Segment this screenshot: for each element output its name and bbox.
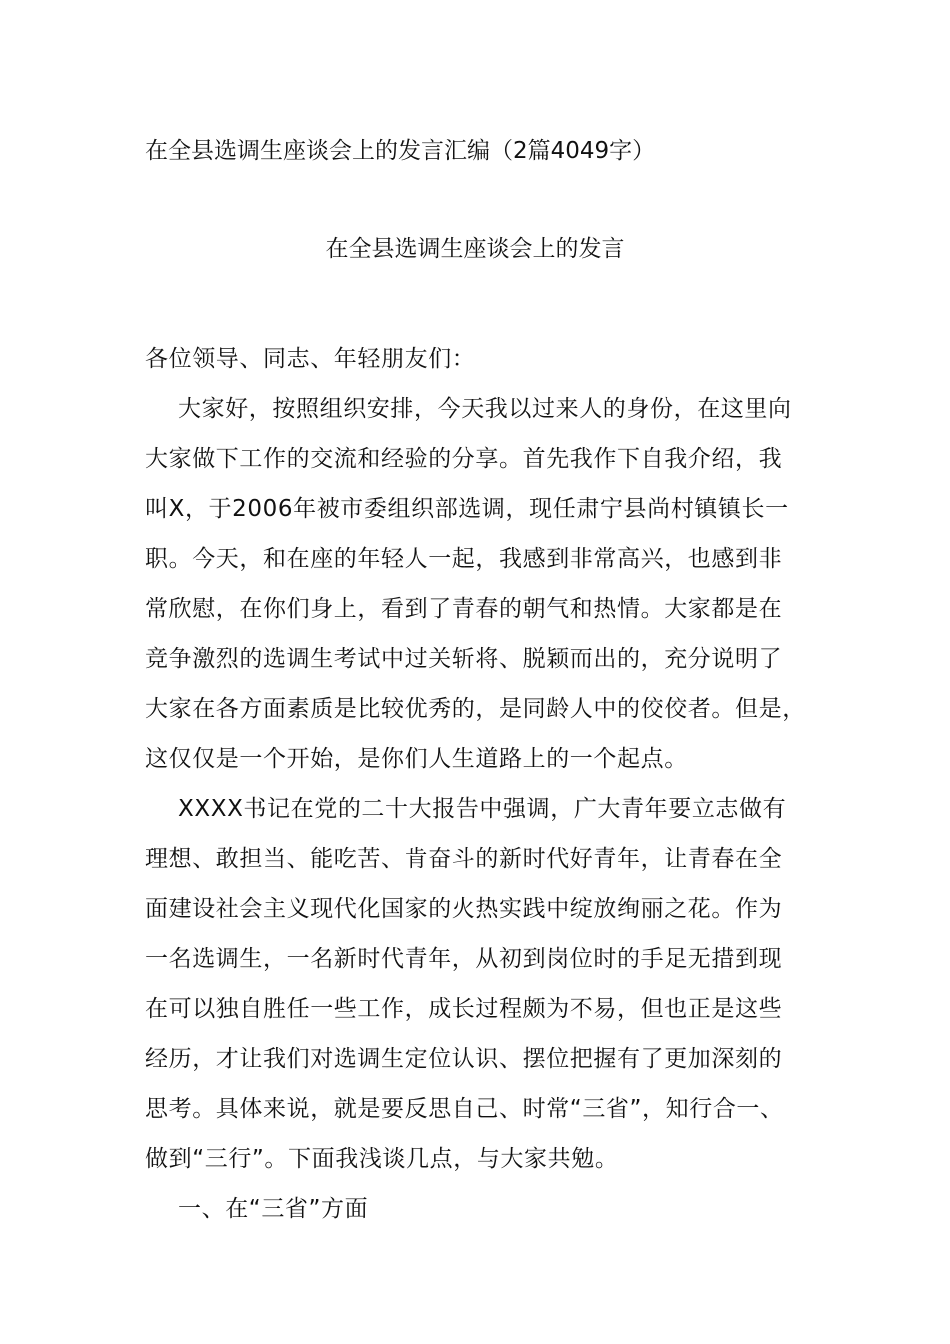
salutation: 各位领导、同志、年轻朋友们： bbox=[145, 346, 476, 372]
paragraph-line: 职。今天，和在座的年轻人一起，我感到非常高兴，也感到非 bbox=[145, 546, 783, 572]
paragraph-line: 大家好，按照组织安排，今天我以过来人的身份，在这里向 bbox=[178, 396, 792, 422]
paragraph-line: 大家在各方面素质是比较优秀的，是同龄人中的佼佼者。但是， bbox=[145, 696, 806, 722]
paragraph-line: 这仅仅是一个开始，是你们人生道路上的一个起点。 bbox=[145, 746, 688, 772]
paragraph-line: 一名选调生，一名新时代青年，从初到岗位时的手足无措到现 bbox=[145, 946, 783, 972]
paragraph-line: 经历，才让我们对选调生定位认识、摆位把握有了更加深刻的 bbox=[145, 1046, 783, 1072]
paragraph-line: 做到“三行”。下面我浅谈几点，与大家共勉。 bbox=[145, 1146, 619, 1172]
paragraph-line: 竞争激烈的选调生考试中过关斩将、脱颖而出的，充分说明了 bbox=[145, 646, 783, 672]
paragraph-line: XXXX书记在党的二十大报告中强调，广大青年要立志做有 bbox=[178, 796, 787, 822]
paragraph-line: 大家做下工作的交流和经验的分享。首先我作下自我介绍，我 bbox=[145, 446, 783, 472]
paragraph-line: 常欣慰，在你们身上，看到了青春的朝气和热情。大家都是在 bbox=[145, 596, 783, 622]
paragraph-line: 理想、敢担当、能吃苦、肯奋斗的新时代好青年，让青春在全 bbox=[145, 846, 783, 872]
paragraph-line: 面建设社会主义现代化国家的火热实践中绽放绚丽之花。作为 bbox=[145, 896, 783, 922]
speech-body bbox=[145, 334, 825, 1234]
speech-title: 在全县选调生座谈会上的发言 bbox=[325, 236, 625, 262]
paragraph-line: 在可以独自胜任一些工作，成长过程颇为不易，但也正是这些 bbox=[145, 996, 783, 1022]
document-title: 在全县选调生座谈会上的发言汇编（2篇4049字） bbox=[145, 138, 656, 164]
paragraph-line: 叫X，于2006年被市委组织部选调，现任肃宁县尚村镇镇长一 bbox=[145, 496, 789, 522]
section-heading: 一、在“三省”方面 bbox=[178, 1196, 369, 1222]
paragraph-line: 思考。具体来说，就是要反思自己、时常“三省”，知行合一、 bbox=[145, 1096, 784, 1122]
